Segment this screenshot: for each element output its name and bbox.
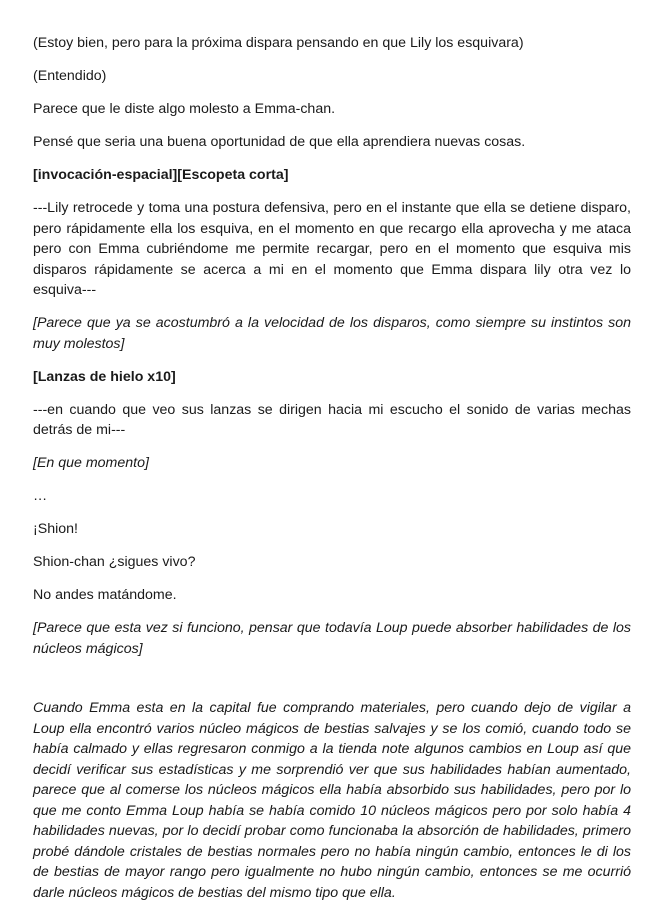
dialogue-line: Parece que le diste algo molesto a Emma-chan. [33, 101, 336, 117]
narration-paragraph: ---en cuando que veo sus lanzas se dirigen hacia mi escucho el sonido de varias mechas detrás de mi--- [33, 401, 631, 438]
skill-heading: [invocación-espacial][Escopeta corta] [33, 167, 289, 183]
dialogue-line: ¡Shion! [33, 521, 78, 537]
dialogue-line: (Entendido) [33, 68, 107, 84]
skill-heading: [Lanzas de hielo x10] [33, 368, 176, 385]
thought-line: [Parece que ya se acostumbró a la velocidad de los disparos, como siempre su instintos son muy molestos] [33, 315, 631, 352]
dialogue-line: Shion-chan ¿sigues vivo? [33, 554, 196, 570]
thought-line: [En que momento] [33, 455, 149, 471]
thought-line: [Parece que esta vez si funciono, pensar que todavía Loup puede absorber habilidades de los núcleos mágicos] [33, 620, 631, 657]
dialogue-line: No andes matándome. [33, 587, 177, 603]
narration-paragraph: Cuando Emma esta en la capital fue comprando materiales, pero cuando dejo de vigilar a Loup ella encontró varios núcleo mágicos de bestias salvajes y se los comió, cuando todo se había calmado y ellas regresaron conmigo a la tienda note algunos cambios en Loup así que decidí verificar sus estadísticas y me sorprendió ver que sus habilidades habían aumentado, parece que al comerse los núcleos mágicos ella había absorbido sus habilidades, pero por lo que me conto Emma Loup había se había comido 10 núcleos mágicos pero por solo había 4 habilidades nuevas, por lo decidí probar como funcionaba la absorción de habilidades, primero probé dándole cristales de bestias normales pero no había ningún cambio, entonces le di los de bestias de mayor rango pero igualmente no hubo ningún cambio, entonces se me ocurrió darle núcleos mágicos de bestias del mismo tipo que ella. [33, 700, 631, 901]
dialogue-line: (Estoy bien, pero para la próxima dispara pensando en que Lily los esquivara) [33, 35, 524, 51]
ellipsis-line: … [33, 488, 48, 504]
dialogue-line: Pensé que seria una buena oportunidad de que ella aprendiera nuevas cosas. [33, 134, 526, 150]
narration-paragraph: ---Lily retrocede y toma una postura defensiva, pero en el instante que ella se detiene disparo, pero rápidamente ella los esquiva, en el momento en que recargo ella aprovecha y me ataca pero con Emma cubriéndome me permite recargar, pero en el momento que esquiva mis disparos rápidamente se acerca a mi en el momento que Emma dispara lily otra vez lo esquiva--- [33, 200, 631, 298]
